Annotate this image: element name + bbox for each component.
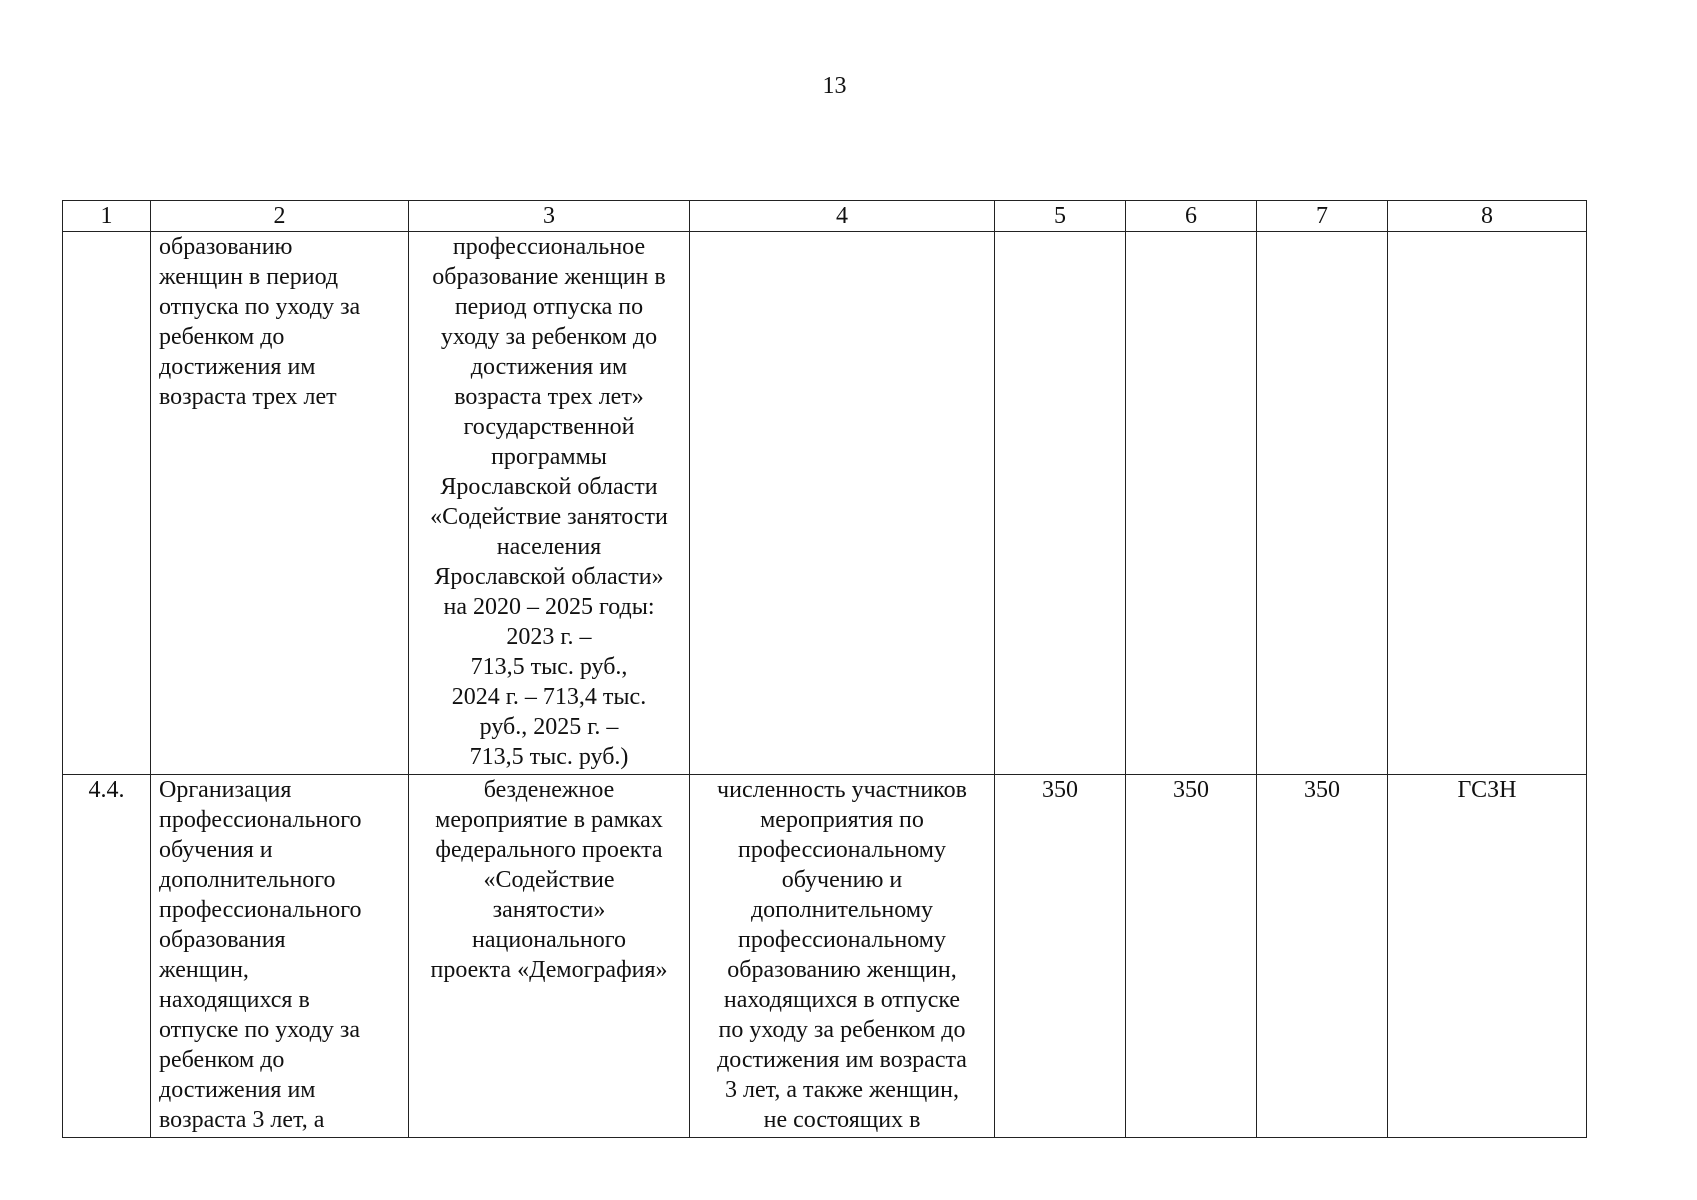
cell-text-line: отпуска по уходу за xyxy=(159,294,361,320)
cell-text-line: достижения им xyxy=(470,354,628,380)
row-number-cell xyxy=(63,232,151,775)
cell-text-line: федерального проекта xyxy=(435,837,663,863)
cell-text-line: не состоящих в xyxy=(763,1107,921,1133)
cell-text-line: образованию xyxy=(159,234,293,260)
cell-text-line: образования xyxy=(159,927,286,953)
table-header-row xyxy=(63,201,1587,232)
cell-text-line: находящихся в отпуске xyxy=(723,987,961,1013)
header-col-7: 7 xyxy=(1257,201,1388,232)
value-2025-cell: 350 xyxy=(1257,775,1388,1138)
indicator-cell xyxy=(690,775,995,1138)
cell-text-line: возраста 3 лет, а xyxy=(159,1107,325,1133)
cell-text-line: достижения им xyxy=(159,354,316,380)
cell-text-line: обучению и xyxy=(781,867,903,893)
cell-text-line: ребенком до xyxy=(159,324,285,350)
header-col-6: 6 xyxy=(1126,201,1257,232)
cell-text-line: достижения им возраста xyxy=(717,1047,967,1073)
value-2024-cell xyxy=(1126,232,1257,775)
cell-text-line: находящихся в xyxy=(159,987,310,1013)
activity-name-cell xyxy=(151,232,409,775)
header-col-8: 8 xyxy=(1388,201,1587,232)
value-2024-cell: 350 xyxy=(1126,775,1257,1138)
page-number: 13 xyxy=(822,73,847,99)
cell-text-line: женщин в период xyxy=(159,264,339,290)
header-col-3: 3 xyxy=(409,201,690,232)
table-row xyxy=(63,232,1587,775)
cell-text-line: женщин, xyxy=(159,957,249,983)
cell-text-line: дополнительному xyxy=(750,897,934,923)
cell-text-line: уходу за ребенком до xyxy=(440,324,658,350)
cell-text-line: образованию женщин, xyxy=(727,957,957,983)
cell-text-line: профессионального xyxy=(159,897,362,923)
cell-text-line: руб., 2025 г. – xyxy=(479,714,619,740)
activity-name-cell xyxy=(151,775,409,1138)
cell-text-line: Ярославской области xyxy=(440,474,658,500)
cell-text-line: профессиональному xyxy=(738,837,946,863)
indicator-cell xyxy=(690,232,995,775)
cell-text-line: дополнительного xyxy=(159,867,336,893)
header-col-2: 2 xyxy=(151,201,409,232)
header-col-4: 4 xyxy=(690,201,995,232)
funding-cell xyxy=(409,232,690,775)
cell-text-line: профессиональное xyxy=(452,234,646,260)
cell-text-line: населения xyxy=(496,534,602,560)
cell-text-line: 2023 г. – xyxy=(506,624,592,650)
cell-text-line: период отпуска по xyxy=(454,294,644,320)
cell-text-line: проекта «Демография» xyxy=(430,957,668,983)
cell-text-line: 3 лет, а также женщин, xyxy=(725,1077,959,1103)
cell-text-line: безденежное xyxy=(483,777,615,803)
activities-table xyxy=(62,200,1587,1138)
cell-text-line: государственной xyxy=(463,414,635,440)
cell-text-line: 2024 г. – 713,4 тыс. xyxy=(451,684,647,710)
cell-text-line: численность участников xyxy=(717,777,967,803)
cell-text-line: по уходу за ребенком до xyxy=(718,1017,966,1043)
value-2025-cell xyxy=(1257,232,1388,775)
cell-text-line: образование женщин в xyxy=(432,264,666,290)
cell-text-line: национального xyxy=(472,927,626,953)
cell-text-line: на 2020 – 2025 годы: xyxy=(443,594,655,620)
cell-text-line: занятости» xyxy=(492,897,606,923)
table-row xyxy=(63,775,1587,1138)
executor-cell: ГСЗН xyxy=(1388,775,1587,1138)
cell-text-line: мероприятие в рамках xyxy=(435,807,663,833)
cell-text-line: ребенком до xyxy=(159,1047,285,1073)
funding-cell xyxy=(409,775,690,1138)
cell-text-line: 713,5 тыс. руб., xyxy=(470,654,628,680)
cell-text-line: достижения им xyxy=(159,1077,316,1103)
header-col-5: 5 xyxy=(995,201,1126,232)
cell-text-line: возраста трех лет xyxy=(159,384,337,410)
executor-cell xyxy=(1388,232,1587,775)
cell-text-line: мероприятия по xyxy=(760,807,924,833)
cell-text-line: возраста трех лет» xyxy=(454,384,644,410)
cell-text-line: профессионального xyxy=(159,807,362,833)
header-col-1: 1 xyxy=(63,201,151,232)
cell-text-line: профессиональному xyxy=(738,927,946,953)
cell-text-line: обучения и xyxy=(159,837,273,863)
cell-text-line: «Содействие занятости xyxy=(430,504,668,530)
cell-text-line: отпуске по уходу за xyxy=(159,1017,360,1043)
value-2023-cell xyxy=(995,232,1126,775)
value-2023-cell: 350 xyxy=(995,775,1126,1138)
cell-text-line: 713,5 тыс. руб.) xyxy=(469,744,629,770)
cell-text-line: Организация xyxy=(159,777,292,803)
row-number-cell: 4.4. xyxy=(63,775,151,1138)
cell-text-line: программы xyxy=(491,444,607,470)
cell-text-line: Ярославской области» xyxy=(434,564,664,590)
cell-text-line: «Содействие xyxy=(483,867,615,893)
